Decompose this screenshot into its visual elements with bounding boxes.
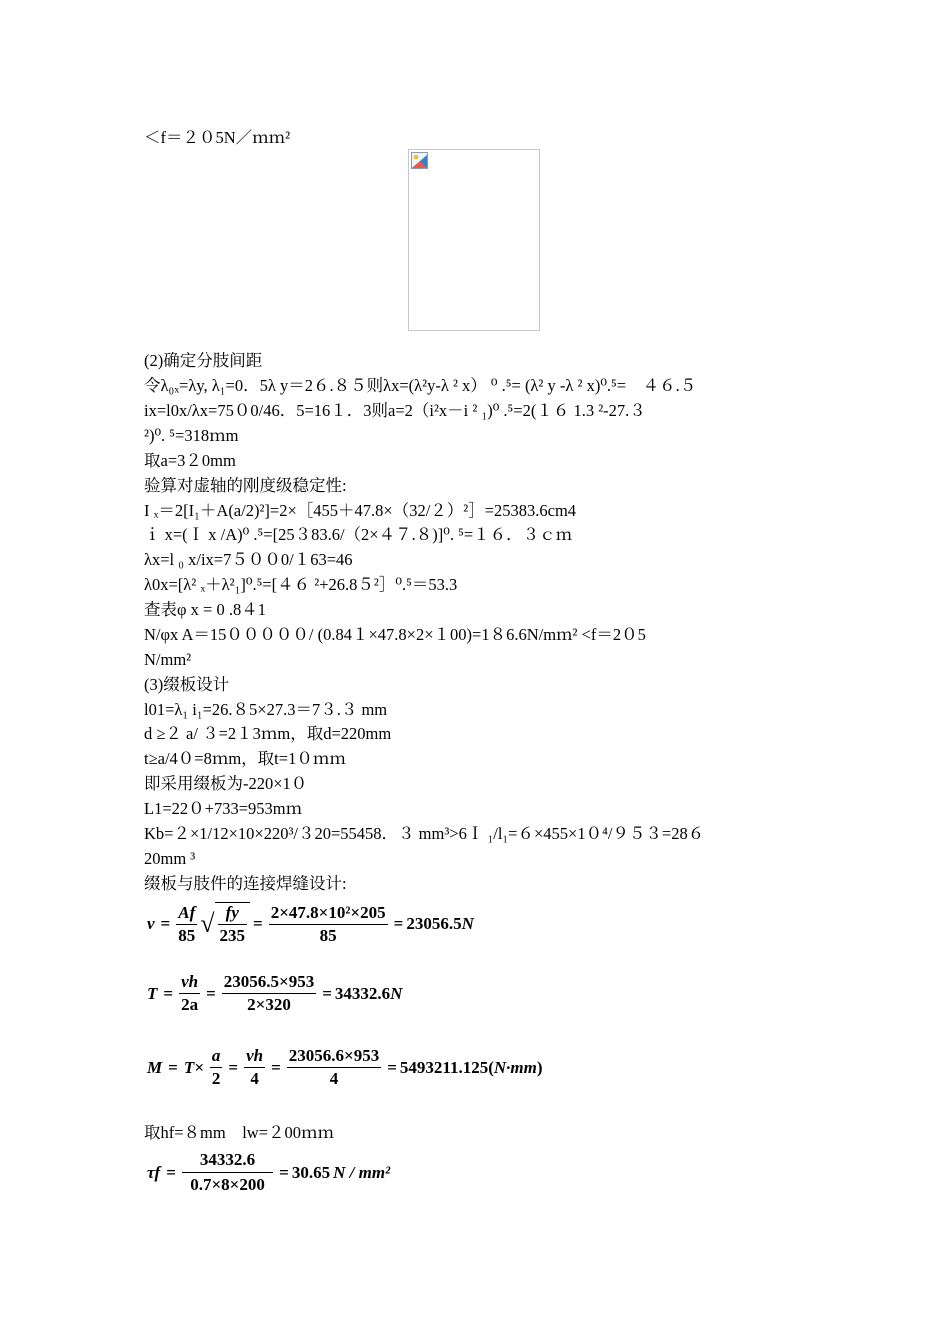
text-line-12: 查表φ x = 0 .8４1 <box>144 600 266 619</box>
eq-m-frac1-den: 2 <box>211 1069 221 1088</box>
eq-tau-frac <box>182 1150 273 1195</box>
text-line-9: ｉ x=(Ｉ x /A)⁰ .⁵=[25３83.6/（2×４７.８)]⁰. ⁵=１６．３ｃｍ <box>144 525 573 544</box>
equation-v <box>144 902 474 946</box>
eq-m-equals-4: = <box>387 1057 397 1077</box>
eq-t-frac2-num: 23056.5×953 <box>222 972 316 994</box>
eq-m-unit: N·mm <box>493 1057 537 1077</box>
eq-tau-lhs: τf <box>147 1162 161 1182</box>
equation-tau <box>144 1150 390 1195</box>
image-placeholder <box>408 149 540 331</box>
eq-t-frac2-den: 2×320 <box>247 995 291 1014</box>
eq-t-frac2 <box>222 972 316 1015</box>
text-line-15: (3)缀板设计 <box>144 675 230 694</box>
eq-v-lhs: v <box>147 914 155 933</box>
eq-v-frac1-den: 85 <box>178 925 196 945</box>
eq-v-result: 23056.5 <box>406 914 462 933</box>
eq-m-result: 5493211.125( <box>399 1057 494 1077</box>
eq-v-unit: N <box>461 914 474 933</box>
text-line-2: (2)确定分肢间距 <box>144 351 263 370</box>
eq-t-frac1 <box>179 972 200 1015</box>
eq-t-equals: = <box>163 983 174 1003</box>
eq-t-unit: N <box>390 983 403 1003</box>
eq-m-frac3-den: 4 <box>329 1069 339 1088</box>
eq-tau-frac-num: 34332.6 <box>182 1150 273 1173</box>
eq-m-frac3-num: 23056.6×953 <box>287 1046 381 1068</box>
eq-m-frac2-num: vh <box>244 1046 265 1068</box>
text-line-17: d ≥２ a/ ３=2１3ｍm，取d=220mm <box>144 724 392 743</box>
eq-v-equals-3: = <box>393 914 404 933</box>
text-line-21: Kb=２×1/12×10×220³/３20=55458．３ mm³>6Ｉ ₁/l₁=６×455×1０⁴/９５３=28６ <box>144 824 705 843</box>
eq-m-frac1 <box>210 1046 223 1089</box>
text-line-6: 取a=3２0mm <box>144 451 236 470</box>
text-line-24: 取hf=８mm lw=２00ｍｍ <box>144 1123 335 1142</box>
eq-v-equals: = <box>160 914 171 933</box>
eq-v-equals-2: = <box>253 914 263 933</box>
eq-m-frac2-den: 4 <box>250 1069 259 1088</box>
eq-t-frac1-num: vh <box>179 972 200 994</box>
text-line-3: 令λ₀ₓ=λy, λ₁=0．5λ y＝2６.８５则λx=(λ²y-λ ² x） ⁰ .⁵= (λ² y -λ ² x)⁰.⁵= ４６.５ <box>144 376 697 395</box>
text-line-11: λ0x=[λ² ₓ＋λ²₁]⁰.⁵=[４６ ²+26.8５²］⁰.⁵＝53.3 <box>144 575 458 594</box>
eq-t-lhs: T <box>147 983 158 1003</box>
eq-v-sqrt-den: 235 <box>219 926 246 945</box>
eq-v-frac2-den: 85 <box>319 925 337 945</box>
eq-tau-unit: N / mm² <box>333 1162 391 1182</box>
eq-t-result: 34332.6 <box>334 983 391 1003</box>
sqrt-sign: √ <box>200 909 215 938</box>
equation-m <box>144 1046 543 1089</box>
eq-v-frac2 <box>269 903 388 946</box>
text-line-4: ix=l0x/λx=75０0/46．5=16１．3则a=2（i²x－i ² ₁)⁰ .⁵=2(１６ 1.3 ²-27.３ <box>144 401 646 420</box>
text-line-1: ＜f＝２０5N／ｍｍ² <box>144 128 291 147</box>
text-line-20: L1=22０+733=953mｍ <box>144 799 303 818</box>
text-line-14: N/mm² <box>144 650 192 669</box>
eq-m-close: ) <box>536 1057 543 1077</box>
eq-v-sqrt-frac <box>218 903 248 946</box>
text-line-5: ²)⁰. ⁵=318ｍm <box>144 426 239 445</box>
text-line-8: I ₓ＝2[I₁＋A(a/2)²]=2×［455＋47.8×（32/２）²］=25383.6cm4 <box>144 501 577 520</box>
text-line-19: 即采用缀板为-220×1０ <box>144 774 308 793</box>
eq-m-frac3 <box>287 1046 381 1089</box>
eq-t-frac1-den: 2a <box>181 995 199 1014</box>
eq-m-lhs: M <box>147 1057 163 1077</box>
eq-tau-result: 30.65 <box>291 1162 331 1182</box>
eq-tau-frac-den: 0.7×8×200 <box>190 1175 265 1194</box>
eq-t-equals-3: = <box>322 983 332 1003</box>
eq-m-frac1-num: a <box>210 1046 223 1068</box>
eq-m-equals-3: = <box>271 1057 281 1077</box>
eq-v-sqrt-num: fy <box>218 903 248 925</box>
broken-image-icon <box>411 152 428 169</box>
eq-v-frac1-num: Af <box>176 903 197 925</box>
eq-v-sqrt <box>200 902 250 946</box>
text-line-10: λx=l ₀ x/ix=7５００0/１63=46 <box>144 550 353 569</box>
eq-v-frac1 <box>176 903 197 946</box>
text-line-22: 20mm ³ <box>144 849 196 868</box>
text-line-13: N/φx A＝15０００００/ (0.84１×47.8×2×１00)=1８6.6N/mｍ² <f＝2０5 <box>144 625 646 644</box>
text-line-23: 缀板与肢件的连接焊缝设计: <box>144 874 347 893</box>
text-line-18: t≥a/4０=8ｍm，取t=1０ｍｍ <box>144 749 346 768</box>
text-line-16: l01=λ₁ i₁=26.８5×27.3＝7３.３ mm <box>144 700 388 719</box>
equation-t <box>144 972 402 1015</box>
eq-tau-equals: = <box>166 1162 176 1182</box>
eq-m-frac2 <box>244 1046 265 1089</box>
eq-m-equals-2: = <box>228 1057 239 1077</box>
eq-v-frac2-num: 2×47.8×10²×205 <box>269 903 388 925</box>
eq-m-lhs2: T× <box>183 1057 204 1077</box>
eq-tau-equals-2: = <box>279 1162 289 1182</box>
text-line-7: 验算对虚轴的刚度级稳定性: <box>144 476 347 495</box>
eq-m-equals: = <box>168 1057 178 1077</box>
eq-t-equals-2: = <box>206 983 216 1003</box>
